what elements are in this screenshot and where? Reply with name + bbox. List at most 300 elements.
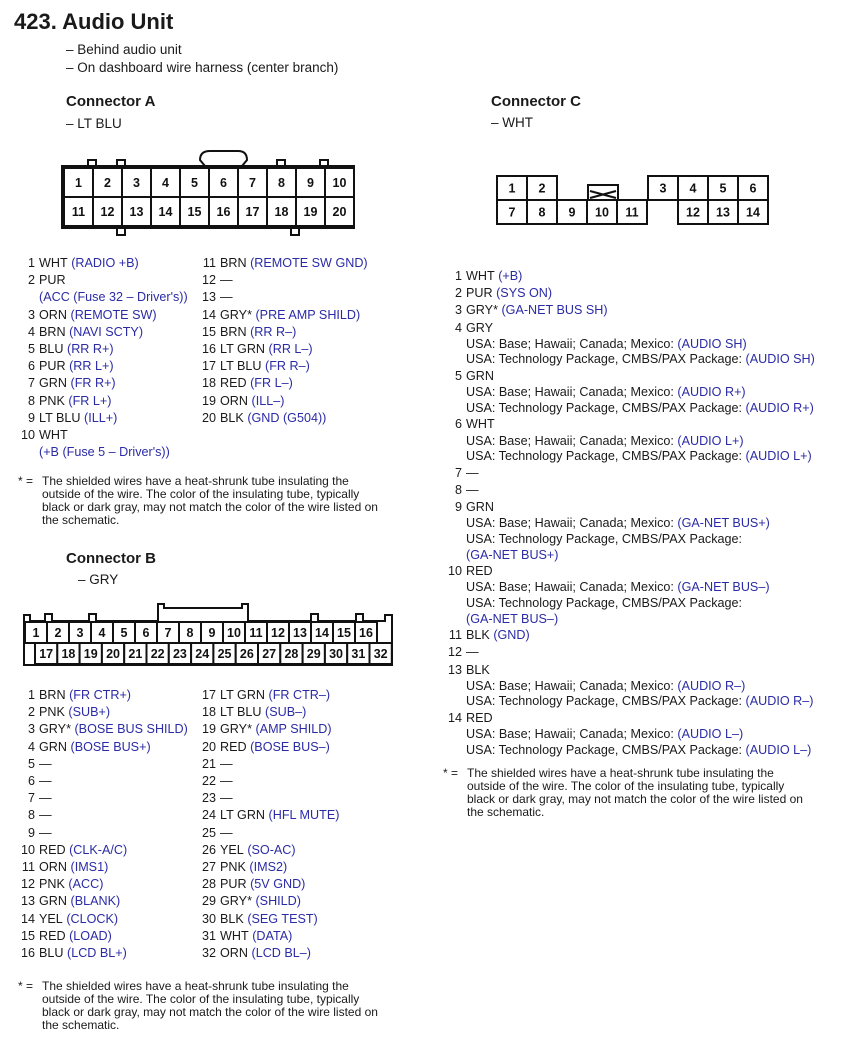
variant-label: USA: Technology Package, CMBS/PAX Package:: [466, 352, 743, 367]
wire-color: BLK: [466, 628, 490, 643]
pin-function: (HFL MUTE): [268, 808, 340, 823]
pin-row: [18, 358, 188, 375]
pin-row: [200, 255, 368, 272]
connector-c-diagram: [480, 165, 780, 235]
pin-number: 1: [27, 256, 35, 270]
pin-function: (SUB–): [265, 705, 307, 720]
pin-number: 4: [27, 739, 35, 754]
pin-variant: [443, 612, 815, 628]
pin-function: (AUDIO L–): [745, 742, 812, 757]
pin-row: [200, 945, 339, 962]
pin-number: 28: [284, 647, 299, 661]
variant-label: USA: Base; Hawaii; Canada; Mexico:: [466, 678, 674, 693]
pin-row: [200, 739, 339, 756]
note-marker: * =: [443, 766, 459, 780]
wire-color: BRN: [39, 688, 66, 702]
latch: [200, 151, 247, 166]
pin-row: [18, 341, 188, 358]
pin-function: (SYS ON): [496, 286, 553, 301]
pin-variant: [443, 694, 815, 710]
wire-color: —: [220, 791, 233, 806]
pin-row: [443, 268, 815, 285]
variant-label: USA: Base; Hawaii; Canada; Mexico:: [466, 385, 674, 400]
pin-function: (RR R–): [250, 324, 297, 339]
wire-color: WHT: [220, 928, 249, 943]
pin-number: 8: [186, 626, 194, 640]
pin-number: 1: [508, 181, 516, 196]
pin-number: 20: [201, 739, 216, 754]
connector-a-heading: Connector A: [66, 93, 156, 110]
wire-color: GRN: [39, 739, 67, 754]
pin-number: 5: [27, 342, 35, 357]
pin-number: 11: [71, 205, 86, 219]
pin-number: 15: [187, 205, 202, 219]
pin-number: 21: [201, 756, 216, 771]
pin-number: 10: [20, 428, 35, 443]
pin-row: [200, 876, 339, 893]
pin-function: (AUDIO SH): [745, 352, 815, 367]
pin-number: 11: [249, 626, 263, 640]
pin-number: 15: [20, 928, 35, 943]
pin-function: (ACC (Fuse 32 – Driver's)): [39, 290, 188, 305]
pin-function: (RADIO +B): [71, 256, 139, 270]
pin-number: 9: [568, 205, 576, 220]
wire-color: LT BLU: [220, 359, 262, 374]
pin-number: 29: [201, 894, 216, 909]
pin-function: (ILL+): [84, 410, 118, 425]
pin-function: (RR L–): [268, 342, 313, 357]
pin-variant: [443, 679, 815, 695]
pin-function: (AUDIO R+): [677, 385, 746, 400]
connector-c-pins: [443, 268, 815, 758]
pin-number: 25: [201, 825, 216, 840]
pin-row: [18, 911, 188, 928]
pin-variant: [443, 596, 815, 612]
pin-number: 19: [83, 647, 98, 661]
pin-row: [200, 393, 368, 410]
wire-color: —: [39, 808, 52, 823]
pin-function: (GA-NET BUS–): [466, 611, 559, 626]
note-text: The shielded wires have a heat-shrunk tube insulating the outside of the wire. The color of the insulating tube, typically black or dark gray, may not match the color of the wire listed on the schematic.: [42, 474, 378, 527]
pin-function: (+B): [498, 269, 523, 283]
pin-row: [200, 410, 368, 427]
wire-color: LT BLU: [39, 410, 81, 425]
pin-number: 5: [27, 756, 35, 771]
pin-number: 1: [32, 626, 40, 640]
pin-function: (FR R+): [70, 376, 116, 391]
pin-number: 22: [201, 774, 216, 789]
pin-row: [200, 756, 339, 773]
connector-b-pins-col1: [18, 687, 188, 962]
pin-number: 7: [454, 465, 462, 480]
wire-color: BLK: [220, 410, 244, 425]
pin-number: 3: [133, 176, 140, 190]
wire-color: ORN: [39, 860, 67, 875]
pin-variant: [443, 401, 815, 417]
pin-number: 7: [27, 791, 35, 806]
connector-a-diagram: [0, 140, 420, 240]
wire-color: RED: [39, 842, 66, 857]
pin-number: 12: [20, 877, 35, 892]
pin-number: 6: [454, 417, 462, 432]
wire-color: WHT: [466, 269, 495, 283]
pin-number: 10: [332, 176, 347, 190]
pin-function: (FR CTR+): [69, 688, 132, 702]
pin-number: 9: [454, 500, 462, 515]
pin-row: [443, 302, 815, 319]
pin-function: (BOSE BUS–): [250, 739, 330, 754]
connector-a-note: [18, 475, 387, 527]
pin-number: 30: [201, 911, 216, 926]
pin-row: [443, 499, 815, 516]
wire-color: BRN: [220, 256, 247, 270]
pin-function: (LCD BL–): [251, 946, 311, 961]
pin-row: [443, 416, 815, 433]
pin-number: 13: [20, 894, 35, 909]
pin-number: 17: [201, 688, 216, 702]
wire-color: BRN: [39, 324, 66, 339]
connector-b-pins-col2: [200, 687, 339, 962]
pin-number: 1: [454, 269, 462, 283]
variant-label: USA: Base; Hawaii; Canada; Mexico:: [466, 727, 674, 742]
pin-number: 15: [201, 324, 216, 339]
pin-number: 13: [201, 290, 216, 305]
connector-a-pins-col1: [18, 255, 188, 461]
pin-number: 19: [303, 205, 318, 219]
pin-number: 4: [27, 324, 35, 339]
variant-label: USA: Technology Package, CMBS/PAX Package:: [466, 531, 743, 546]
variant-label: USA: Technology Package, CMBS/PAX Package:: [466, 694, 743, 709]
pin-row: [200, 859, 339, 876]
connector-c-note: [443, 767, 812, 819]
wire-color: LT GRN: [220, 688, 266, 702]
pin-row: [200, 825, 339, 842]
pin-function: (GA-NET BUS+): [677, 516, 770, 531]
pin-function: (SUB+): [68, 705, 111, 720]
pin-function: (GA-NET BUS–): [677, 580, 770, 595]
pin-number: 16: [216, 205, 231, 219]
pin-number: 8: [27, 808, 35, 823]
pin-number: 13: [447, 662, 462, 677]
pin-number: 4: [689, 181, 697, 196]
pin-variant: [443, 449, 815, 465]
connector-c-color: – WHT: [491, 115, 533, 130]
pin-number: 2: [27, 273, 35, 288]
pin-row: [200, 324, 368, 341]
connector-c-heading: Connector C: [491, 93, 581, 110]
pin-function: (CLK-A/C): [69, 842, 128, 857]
pin-row: [200, 807, 339, 824]
pin-number: 18: [61, 647, 76, 661]
pin-number: 20: [106, 647, 121, 661]
pin-row: [200, 842, 339, 859]
pin-function: (RR R+): [67, 342, 114, 357]
pin-number: 7: [164, 626, 172, 640]
pin-number: 20: [201, 410, 216, 425]
pin-function: (REMOTE SW GND): [250, 256, 368, 270]
pin-number: 2: [54, 626, 62, 640]
pin-function: (+B (Fuse 5 – Driver's)): [39, 445, 170, 460]
wire-color: LT GRN: [220, 342, 266, 357]
pin-number: 4: [162, 176, 169, 190]
pin-number: 24: [195, 647, 210, 661]
pin-number: 25: [217, 647, 232, 661]
pin-variant: [443, 337, 815, 353]
pin-function: (BOSE BUS+): [70, 739, 151, 754]
wire-color: GRN: [39, 894, 67, 909]
wire-color: PUR: [220, 877, 247, 892]
wire-color: —: [220, 825, 233, 840]
pin-row: [443, 563, 815, 580]
pin-number: 29: [306, 647, 321, 661]
wire-color: PUR: [39, 359, 66, 374]
pin-number: 9: [307, 176, 314, 190]
pin-number: 15: [337, 626, 351, 640]
pin-row: [18, 307, 188, 324]
wire-color: RED: [466, 564, 493, 579]
pin-function: (SEG TEST): [247, 911, 318, 926]
wire-color: ORN: [220, 946, 248, 961]
pin-row: [443, 662, 815, 679]
page-title: 423. Audio Unit: [14, 9, 174, 34]
pin-row: [200, 375, 368, 392]
pin-number: 10: [595, 205, 609, 220]
pin-number: 19: [201, 722, 216, 737]
pin-function: (FR L+): [68, 393, 112, 408]
pin-row: [18, 427, 188, 444]
pin-number: 28: [201, 877, 216, 892]
pin-function: (IMS2): [249, 860, 288, 875]
wire-color: BLK: [220, 911, 244, 926]
pin-function: (GND (G504)): [247, 410, 327, 425]
pin-function: (SHILD): [255, 894, 301, 909]
variant-label: USA: Technology Package, CMBS/PAX Package:: [466, 449, 743, 464]
pin-number: 18: [274, 205, 289, 219]
pin-function: (GND): [493, 628, 530, 643]
pin-number: 10: [20, 842, 35, 857]
pin-number: 14: [158, 205, 173, 219]
wire-color: PUR: [466, 286, 493, 301]
pin-function: (AUDIO L+): [745, 449, 812, 464]
connector-b-color: – GRY: [78, 572, 119, 587]
pin-number: 14: [20, 911, 35, 926]
pin-number: 23: [172, 647, 187, 661]
pin-row: [18, 807, 188, 824]
pin-variant: [443, 727, 815, 743]
pin-number: 14: [746, 205, 760, 220]
wire-color: WHT: [39, 428, 68, 443]
pin-function: (LCD BL+): [67, 946, 127, 961]
pin-function: (GA-NET BUS SH): [501, 303, 608, 318]
pin-row: [18, 859, 188, 876]
pin-row: [18, 928, 188, 945]
pin-number: 11: [625, 205, 639, 220]
wire-color: —: [466, 482, 479, 497]
pin-function: (NAVI SCTY): [69, 324, 144, 339]
pin-number: 4: [98, 626, 106, 640]
pin-function: (SO-AC): [247, 842, 296, 857]
connector-b-diagram: [0, 595, 420, 675]
pin-number: 13: [293, 626, 307, 640]
pin-number: 16: [359, 626, 373, 640]
location-1: – Behind audio unit: [66, 42, 182, 57]
wire-color: GRY*: [220, 722, 252, 737]
wire-color: BLU: [39, 342, 64, 357]
pin-number: 6: [749, 181, 757, 196]
pin-row: [443, 320, 815, 337]
pin-number: 31: [351, 647, 366, 661]
wire-color: GRN: [39, 376, 67, 391]
note-marker: * =: [18, 474, 34, 488]
pin-row: [200, 928, 339, 945]
wire-color: WHT: [39, 256, 68, 270]
pin-row: [18, 375, 188, 392]
pin-row: [200, 341, 368, 358]
pin-number: 6: [220, 176, 227, 190]
pin-number: 7: [249, 176, 256, 190]
location-2: – On dashboard wire harness (center branch): [66, 60, 339, 75]
pin-variant: [443, 352, 815, 368]
pin-function: (FR R–): [265, 359, 310, 374]
wire-color: BLK: [466, 662, 490, 677]
pin-row: [18, 790, 188, 807]
pin-number: 6: [27, 774, 35, 789]
note-text: The shielded wires have a heat-shrunk tube insulating the outside of the wire. The color of the insulating tube, typically black or dark gray, may not match the color of the wire listed on the schematic.: [42, 979, 378, 1032]
pin-number: 3: [659, 181, 667, 196]
pin-number: 2: [27, 705, 35, 720]
pin-number: 10: [227, 626, 241, 640]
pin-row: [18, 876, 188, 893]
pin-function: (RR L+): [69, 359, 114, 374]
pin-function: (IMS1): [70, 860, 109, 875]
pin-variant: [443, 434, 815, 450]
pin-row: [443, 465, 815, 482]
pin-number: 6: [142, 626, 150, 640]
pin-function: (BOSE BUS SHILD): [74, 722, 188, 737]
pin-row: [18, 721, 188, 738]
pin-number: 17: [245, 205, 260, 219]
pin-number: 8: [278, 176, 285, 190]
pin-function: (ACC): [68, 877, 104, 892]
pin-function: (5V GND): [250, 877, 306, 892]
pin-number: 2: [538, 181, 546, 196]
pin-function: (REMOTE SW): [70, 307, 157, 322]
note-marker: * =: [18, 979, 34, 993]
pin-number: 19: [201, 393, 216, 408]
pin-number: 1: [27, 688, 35, 702]
wire-color: —: [39, 774, 52, 789]
pin-row: [18, 687, 188, 704]
wire-color: GRY*: [466, 303, 498, 318]
pin-number: 8: [538, 205, 546, 220]
pin-row: [18, 739, 188, 756]
pin-row: [200, 773, 339, 790]
wire-color: RED: [466, 710, 493, 725]
pin-function: (AUDIO L–): [677, 727, 744, 742]
note-text: The shielded wires have a heat-shrunk tube insulating the outside of the wire. The color of the insulating tube, typically black or dark gray, may not match the color of the wire listed on the schematic.: [467, 766, 803, 819]
pin-variant: [443, 548, 815, 564]
pin-number: 20: [332, 205, 347, 219]
pin-number: 17: [39, 647, 54, 661]
pin-function: (AUDIO R–): [677, 678, 746, 693]
wire-color: —: [220, 273, 233, 288]
pin-number: 3: [27, 307, 35, 322]
pin-number: 6: [27, 359, 35, 374]
wire-color: PNK: [39, 877, 65, 892]
wire-color: GRN: [466, 500, 494, 515]
pin-row: [18, 393, 188, 410]
pin-function: (BLANK): [70, 894, 121, 909]
wire-color: —: [466, 465, 479, 480]
pin-row: [200, 911, 339, 928]
pin-row: [443, 627, 815, 644]
variant-label: USA: Base; Hawaii; Canada; Mexico:: [466, 580, 674, 595]
pin-number: 12: [201, 273, 216, 288]
pin-number: 12: [686, 205, 700, 220]
pin-row: [18, 945, 188, 962]
pin-number: 4: [454, 320, 462, 335]
pin-number: 9: [208, 626, 216, 640]
variant-label: USA: Technology Package, CMBS/PAX Package:: [466, 400, 743, 415]
wire-color: GRY*: [220, 307, 252, 322]
pin-number: 5: [454, 369, 462, 383]
pin-number: 18: [201, 705, 216, 720]
pin-number: 32: [373, 647, 388, 661]
pin-number: 23: [201, 791, 216, 806]
pin-function: (PRE AMP SHILD): [255, 307, 361, 322]
pin-row: [443, 368, 815, 385]
pin-variant: [443, 580, 815, 596]
pin-number: 26: [239, 647, 254, 661]
pin-number: 7: [27, 376, 35, 391]
wire-color: RED: [220, 739, 247, 754]
wire-color: PUR: [39, 273, 66, 288]
pin-row: [443, 285, 815, 302]
pin-row: [200, 687, 339, 704]
pin-number: 12: [100, 205, 115, 219]
pin-number: 12: [447, 645, 462, 660]
wire-color: LT BLU: [220, 705, 262, 720]
variant-label: USA: Base; Hawaii; Canada; Mexico:: [466, 336, 674, 351]
wire-color: PNK: [39, 705, 65, 720]
wire-color: RED: [220, 376, 247, 391]
pin-row: [200, 704, 339, 721]
pin-row: [18, 324, 188, 341]
pin-row: [18, 893, 188, 910]
pin-function: (CLOCK): [66, 911, 119, 926]
wire-color: GRN: [466, 369, 494, 383]
wire-color: WHT: [466, 417, 495, 432]
pin-number: 32: [201, 946, 216, 961]
pin-number: 31: [201, 928, 216, 943]
wire-color: —: [39, 825, 52, 840]
pin-number: 5: [120, 626, 128, 640]
connector-a-color: – LT BLU: [66, 116, 122, 131]
pin-row: [443, 710, 815, 727]
pin-function: (AUDIO R+): [745, 400, 814, 415]
connector-b-heading: Connector B: [66, 550, 156, 567]
variant-label: USA: Technology Package, CMBS/PAX Package:: [466, 742, 743, 757]
pin-number: 11: [202, 256, 216, 270]
pin-row: [18, 756, 188, 773]
wire-color: BRN: [220, 324, 247, 339]
pin-row: [18, 773, 188, 790]
wire-color: ORN: [39, 307, 67, 322]
pin-number: 14: [201, 307, 216, 322]
connector-b-note: [18, 980, 387, 1032]
wire-color: RED: [39, 928, 66, 943]
pin-row: [200, 790, 339, 807]
